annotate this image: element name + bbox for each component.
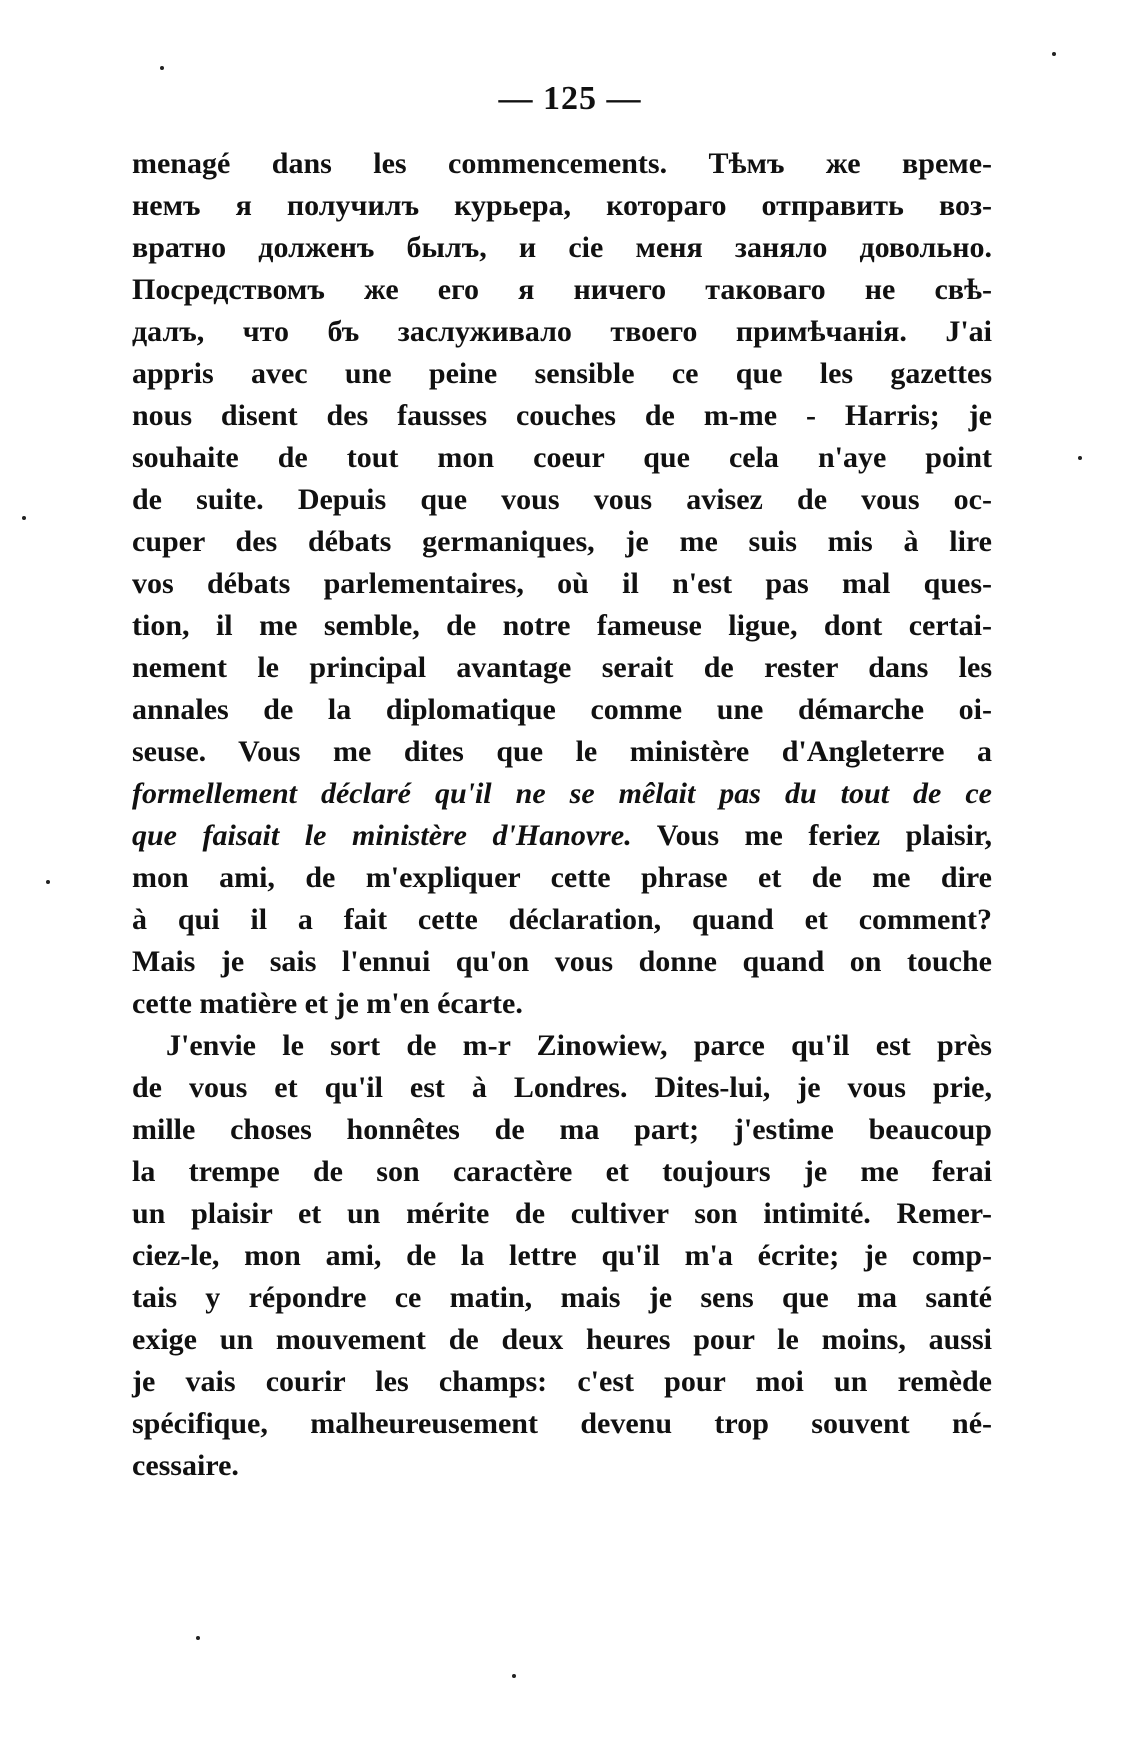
text-line xyxy=(132,815,992,857)
text-segment: souhaite de tout mon coeur que cela n'aye point xyxy=(132,441,992,474)
print-speck xyxy=(196,1636,200,1640)
text-segment: далъ, что бъ заслуживало твоего примѣчанія. J'ai xyxy=(132,315,992,348)
text-segment: tion, il me semble, de notre fameuse ligue, dont certai- xyxy=(132,609,992,642)
text-segment: немъ я получилъ курьера, котораго отправить воз- xyxy=(132,189,992,222)
print-speck xyxy=(22,516,26,520)
text-segment: Посредствомъ же его я ничего таковаго не свѣ- xyxy=(132,273,992,306)
text-segment: nous disent des fausses couches de m-me - Harris; je xyxy=(132,399,992,432)
text-segment: spécifique, malheureusement devenu trop souvent né- xyxy=(132,1407,992,1440)
paragraph xyxy=(132,1025,992,1487)
text-segment: de vous et qu'il est à Londres. Dites-lui, je vous prie, xyxy=(132,1071,992,1104)
text-segment: tais y répondre ce matin, mais je sens que ma santé xyxy=(132,1281,992,1314)
text-line xyxy=(132,1067,992,1109)
text-segment: nement le principal avantage serait de rester dans les xyxy=(132,651,992,684)
text-segment: je vais courir les champs: c'est pour moi un remède xyxy=(132,1365,992,1398)
text-line xyxy=(132,437,992,479)
print-speck xyxy=(1078,456,1082,460)
text-segment: exige un mouvement de deux heures pour le moins, aussi xyxy=(132,1323,992,1356)
paragraph xyxy=(132,143,992,1025)
text-line xyxy=(132,605,992,647)
text-line xyxy=(132,1235,992,1277)
text-segment: J'envie le sort de m-r Zinowiew, parce qu'il est près xyxy=(166,1029,992,1062)
text-line xyxy=(132,1151,992,1193)
print-speck xyxy=(1052,52,1056,56)
text-segment: appris avec une peine sensible ce que les gazettes xyxy=(132,357,992,390)
text-line xyxy=(132,1277,992,1319)
text-line xyxy=(132,311,992,353)
text-segment: ciez-le, mon ami, de la lettre qu'il m'a écrite; je comp- xyxy=(132,1239,992,1272)
text-segment: cessaire. xyxy=(132,1449,239,1482)
text-segment: à qui il a fait cette déclaration, quand et comment? xyxy=(132,903,992,936)
text-line xyxy=(132,1361,992,1403)
text-line xyxy=(132,269,992,311)
text-line xyxy=(132,1193,992,1235)
text-segment: mon ami, de m'expliquer cette phrase et de me dire xyxy=(132,861,992,894)
text-line xyxy=(132,983,992,1025)
text-segment: un plaisir et un mérite de cultiver son intimité. Remer- xyxy=(132,1197,992,1230)
print-speck xyxy=(46,880,50,884)
italic-text: formellement déclaré qu'il ne se mêlait pas du tout de ce xyxy=(132,777,992,810)
text-line xyxy=(132,731,992,773)
text-segment: de suite. Depuis que vous vous avisez de vous oc- xyxy=(132,483,992,516)
text-segment: Vous me feriez plaisir, xyxy=(631,819,992,852)
text-line xyxy=(132,185,992,227)
text-line xyxy=(132,1025,992,1067)
text-line xyxy=(132,941,992,983)
page-number: — 125 — xyxy=(498,80,642,117)
text-line xyxy=(132,1319,992,1361)
text-segment: mille choses honnêtes de ma part; j'estime beaucoup xyxy=(132,1113,992,1146)
text-line xyxy=(132,773,992,815)
italic-text: que faisait le ministère d'Hanovre. xyxy=(132,819,632,852)
text-line xyxy=(132,899,992,941)
text-segment: cuper des débats germaniques, je me suis mis à lire xyxy=(132,525,992,558)
text-line xyxy=(132,1109,992,1151)
text-line xyxy=(132,227,992,269)
text-line xyxy=(132,689,992,731)
text-segment: vos débats parlementaires, où il n'est pas mal ques- xyxy=(132,567,992,600)
text-segment: cette matière et je m'en écarte. xyxy=(132,987,523,1020)
print-speck xyxy=(512,1674,516,1678)
text-line xyxy=(132,857,992,899)
text-line xyxy=(132,479,992,521)
text-segment: la trempe de son caractère et toujours je me ferai xyxy=(132,1155,992,1188)
text-segment: menagé dans les commencements. Тѣмъ же време- xyxy=(132,147,992,180)
print-speck xyxy=(160,66,164,70)
text-segment: seuse. Vous me dites que le ministère d'Angleterre a xyxy=(132,735,992,768)
text-line xyxy=(132,1403,992,1445)
text-segment: annales de la diplomatique comme une démarche oi- xyxy=(132,693,992,726)
text-line xyxy=(132,521,992,563)
text-line xyxy=(132,353,992,395)
text-line xyxy=(132,647,992,689)
text-line xyxy=(132,563,992,605)
text-line xyxy=(132,143,992,185)
text-line xyxy=(132,1445,992,1487)
text-segment: Mais je sais l'ennui qu'on vous donne quand on touche xyxy=(132,945,992,978)
text-line xyxy=(132,395,992,437)
text-segment: вратно долженъ былъ, и сіе меня заняло довольно. xyxy=(132,231,992,264)
body-text xyxy=(132,143,992,1487)
